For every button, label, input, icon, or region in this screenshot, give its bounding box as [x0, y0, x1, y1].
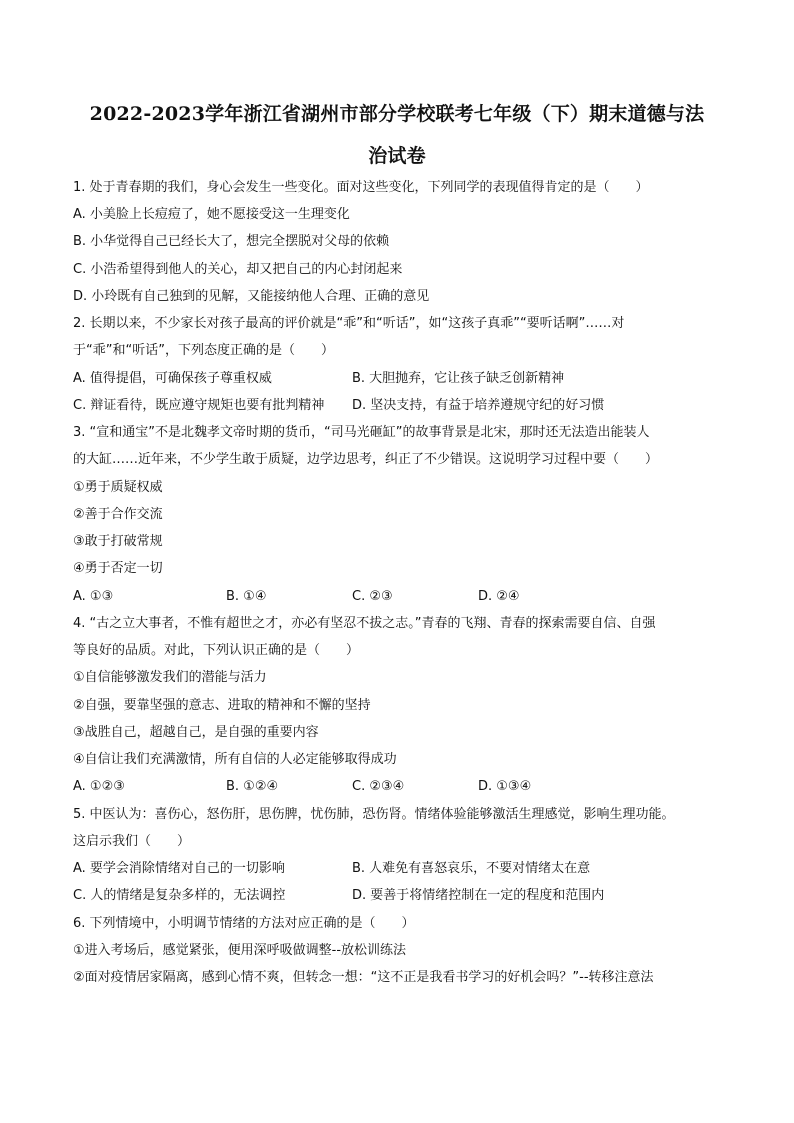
question-6-stem: 6. 下列情境中，小明调节情绪的方法对应正确的是（ ）: [73, 916, 415, 931]
question-4-option-d: D. ①③④: [478, 779, 532, 794]
question-3-item-2: ②善于合作交流: [73, 507, 163, 522]
question-3-stem-line2: 的大缸……近年来，不少学生敢于质疑，边学边思考，纠正了不少错误。这说明学习过程中要（ ）: [73, 452, 659, 467]
question-2-stem-line1: 2. 长期以来，不少家长对孩子最高的评价就是“乖”和“听话”，如“这孩子真乖”“要听话啊”……对: [73, 316, 625, 331]
question-1-stem: 1. 处于青春期的我们，身心会发生一些变化。面对这些变化，下列同学的表现值得肯定的是（ ）: [73, 180, 649, 195]
question-1-option-b: B. 小华觉得自己已经长大了，想完全摆脱对父母的依赖: [73, 234, 390, 249]
question-5-option-c: C. 人的情绪是复杂多样的，无法调控: [73, 888, 286, 903]
question-1-option-a: A. 小美脸上长痘痘了，她不愿接受这一生理变化: [73, 207, 350, 222]
question-1-option-c: C. 小浩希望得到他人的关心，却又把自己的内心封闭起来: [73, 262, 403, 277]
question-4-option-c: C. ②③④: [352, 779, 405, 794]
question-4-option-b: B. ①②④: [226, 779, 279, 794]
question-3-item-4: ④勇于否定一切: [73, 561, 163, 576]
question-5-option-d: D. 要善于将情绪控制在一定的程度和范围内: [352, 888, 605, 903]
question-2-stem-line2: 于“乖”和“听话”，下列态度正确的是（ ）: [73, 343, 334, 358]
question-4-stem-line2: 等良好的品质。对此，下列认识正确的是（ ）: [73, 643, 360, 658]
question-4-item-1: ①自信能够激发我们的潜能与活力: [73, 670, 267, 685]
question-3-stem-line1: 3. “宣和通宝”不是北魏孝文帝时期的货币，“司马光砸缸”的故事背景是北宋，那时还无法造出能装人: [73, 425, 650, 440]
question-5-option-b: B. 人难免有喜怒哀乐，不要对情绪太在意: [352, 861, 591, 876]
question-5-stem-line1: 5. 中医认为：喜伤心，怒伤肝，思伤脾，忧伤肺，恐伤肾。情绪体验能够激活生理感觉，影响生理功能。: [73, 807, 675, 822]
question-4-item-4: ④自信让我们充满激情，所有自信的人必定能够取得成功: [73, 752, 397, 767]
question-4-option-a: A. ①②③: [73, 779, 125, 794]
question-4-item-3: ③战胜自己，超越自己，是自强的重要内容: [73, 725, 319, 740]
exam-title-line1: 2022-2023学年浙江省湖州市部分学校联考七年级（下）期末道德与法: [89, 103, 705, 125]
question-2-option-b: B. 大胆抛弃，它让孩子缺乏创新精神: [352, 371, 565, 386]
question-4-stem-line1: 4. “古之立大事者，不惟有超世之才，亦必有坚忍不拔之志。”青春的飞翔、青春的探索需要自信、自强: [73, 616, 656, 631]
question-3-option-a: A. ①③: [73, 589, 114, 604]
question-4-item-2: ②自强，要靠坚强的意志、进取的精神和不懈的坚持: [73, 698, 371, 713]
question-3-item-3: ③敢于打破常规: [73, 534, 163, 549]
question-6-item-2: ②面对疫情居家隔离，感到心情不爽，但转念一想：“这不正是我看书学习的好机会吗？”--转移注意法: [73, 970, 654, 985]
question-3-option-d: D. ②④: [478, 589, 520, 604]
question-3-item-1: ①勇于质疑权威: [73, 480, 163, 495]
question-3-option-b: B. ①④: [226, 589, 267, 604]
exam-title-line2: 治试卷: [368, 145, 426, 167]
question-5-stem-line2: 这启示我们（ ）: [73, 834, 191, 849]
question-5-option-a: A. 要学会消除情绪对自己的一切影响: [73, 861, 285, 876]
question-3-option-c: C. ②③: [352, 589, 393, 604]
question-2-option-a: A. 值得提倡，可确保孩子尊重权威: [73, 371, 272, 386]
question-2-option-c: C. 辩证看待，既应遵守规矩也要有批判精神: [73, 398, 325, 413]
question-6-item-1: ①进入考场后，感觉紧张，便用深呼吸做调整--放松训练法: [73, 943, 407, 958]
question-1-option-d: D. 小玲既有自己独到的见解，又能接纳他人合理、正确的意见: [73, 289, 430, 304]
question-2-option-d: D. 坚决支持，有益于培养遵规守纪的好习惯: [352, 398, 605, 413]
